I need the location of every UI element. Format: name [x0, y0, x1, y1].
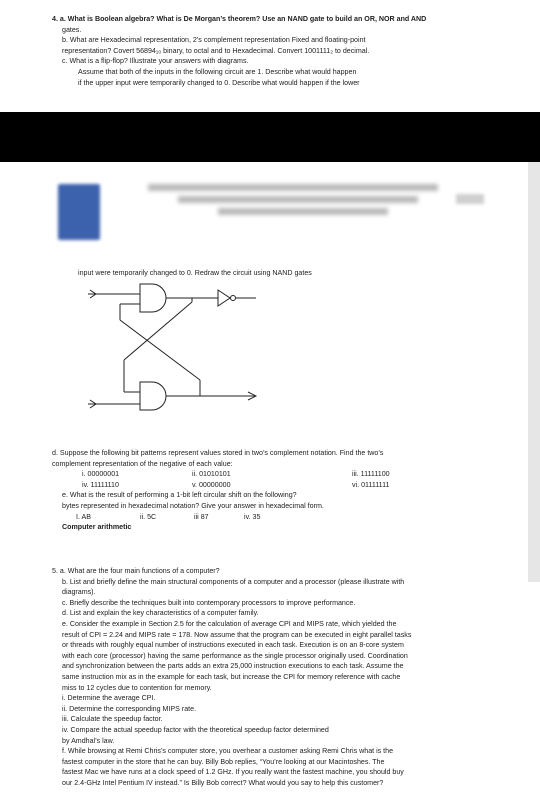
q4-line-c-assume: Assume that both of the inputs in the following circuit are 1. Describe what would happen: [78, 67, 357, 76]
q4-line-b: b. What are Hexadecimal representation, 2’s complement representation Fixed and floating-point: [62, 36, 366, 45]
part-d-intro-line-1: d. Suppose the following bit patterns represent values stored in two’s complement notation. Find the two’s: [52, 449, 384, 457]
q5-line-f-1: f. While browsing at Remi Chris’s computer store, you overhear a customer asking Remi Chris what is the: [62, 747, 394, 756]
question-5-block: [52, 566, 512, 788]
hex-byte-iv: iv. 35: [244, 512, 261, 521]
q4-line-a: 4. a. What is Boolean algebra? What is De Morgan’s theorem? Use an NAND gate to build an OR, NOR and AND: [52, 15, 427, 23]
q5-line-e-iii: iii. Calculate the speedup factor.: [62, 715, 163, 724]
q4-line-c: c. What is a flip-flop? Illustrate your answers with diagrams.: [62, 57, 249, 66]
q5-line-b-cont: diagrams).: [62, 588, 96, 597]
computer-arithmetic-heading: Computer arithmetic: [62, 523, 132, 532]
bit-pattern-iii: iii. 11111100: [352, 470, 390, 479]
q5-line-d: d. List and explain the key characteristics of a computer family.: [62, 609, 259, 618]
continued-line: input were temporarily changed to 0. Redraw the circuit using NAND gates: [78, 269, 312, 277]
q5-line-e-iv-cont: by Amdhal’s law.: [62, 736, 115, 745]
q5-line-e-iv: iv. Compare the actual speedup factor with the theoretical speedup factor determined: [62, 725, 329, 734]
q5-line-f-2: fastest computer in the store that he can buy. Billy Bob replies, “You’re looking at our Macintoshes. The: [62, 757, 385, 766]
hex-bytes-row: [52, 512, 512, 523]
q5-line-b: b. List and briefly define the main structural components of a computer and a processor (please illustrate with: [62, 577, 405, 586]
blurred-badge: [456, 194, 484, 204]
q5-line-e-i: i. Determine the average CPI.: [62, 694, 156, 703]
dark-separator-band: [0, 112, 540, 162]
q5-line-a: 5. a. What are the four main functions of a computer?: [52, 567, 220, 575]
blurred-text-line: [218, 208, 388, 215]
bit-pattern-i: i. 00000001: [82, 470, 120, 479]
q5-line-e-7: miss to 12 cycles due to contention for memory.: [62, 683, 212, 692]
q5-line-c: c. Briefly describe the techniques built into contemporary processors to improve performance.: [62, 598, 356, 607]
bit-pattern-v: v. 00000000: [192, 480, 231, 489]
bit-pattern-row-1: [52, 469, 512, 480]
continued-text-block: [78, 268, 538, 279]
question-4-block: [52, 14, 512, 88]
part-d-intro-line-2: complement representation of the negative of each value:: [52, 459, 233, 468]
blurred-text-line: [148, 184, 438, 191]
q5-line-e-1: e. Consider the example in Section 2.5 for the calculation of average CPI and MIPS rate, which yielded the: [62, 619, 397, 628]
q5-line-e-2: result of CPI = 2.24 and MIPS rate = 178. Now assume that the program can be executed in eight parallel tasks: [62, 630, 412, 639]
q5-line-e-5: and synchronization between the parts adds an extra 25,000 instruction executions to each task. Assume the: [62, 662, 404, 671]
q4-line-a-cont: gates.: [62, 25, 82, 34]
part-e-line-2: bytes represented in hexadecimal notation? Give your answer in hexadecimal form.: [62, 501, 324, 510]
bit-pattern-vi: vi. 01111111: [352, 480, 390, 489]
q5-line-e-4: with each core (processor) having the same performance as the single processor originally used. Coordination: [62, 651, 408, 660]
blurred-content-region: [58, 172, 498, 248]
q5-line-e-6: same instruction mix as in the example for each task, but increase the CPI for memory reference with cache: [62, 672, 401, 681]
q5-line-f-3: fastest Mac we have runs at a clock speed of 1.2 GHz. If you really want the fastest machine, you should buy: [62, 768, 404, 777]
flip-flop-circuit-diagram: [80, 280, 300, 430]
q5-line-f-4: our 2.4-GHz Intel Pentium IV instead.” Is Billy Bob correct? What would you say to help this customer?: [62, 778, 384, 787]
hex-byte-iii: iii 87: [194, 512, 209, 521]
part-e-line-1: e. What is the result of performing a 1-bit left circular shift on the following?: [62, 491, 297, 500]
bit-pattern-ii: ii. 01010101: [192, 470, 231, 479]
bit-pattern-iv: iv. 11111110: [82, 480, 119, 489]
blurred-text-line: [178, 196, 418, 203]
blurred-logo: [58, 184, 100, 240]
question-4-parts-d-e: [52, 448, 512, 533]
scrollbar-track[interactable]: [528, 162, 540, 582]
hex-byte-i: I. AB: [76, 512, 91, 521]
q4-line-c-upper: if the upper input were temporarily changed to 0. Describe what would happen if the lower: [78, 78, 360, 87]
q5-line-e-3: or threads with roughly equal number of instructions executed in each task. Execution is on an 8-core system: [62, 641, 404, 650]
bit-pattern-row-2: [52, 480, 512, 491]
q5-line-e-ii: ii. Determine the corresponding MIPS rate.: [62, 704, 197, 713]
hex-byte-ii: ii. 5C: [140, 512, 157, 521]
q4-line-b-cont: representation? Covert 56894₁₀ binary, to octal and to Hexadecimal. Convert 1001111₂ to decimal.: [62, 46, 370, 55]
